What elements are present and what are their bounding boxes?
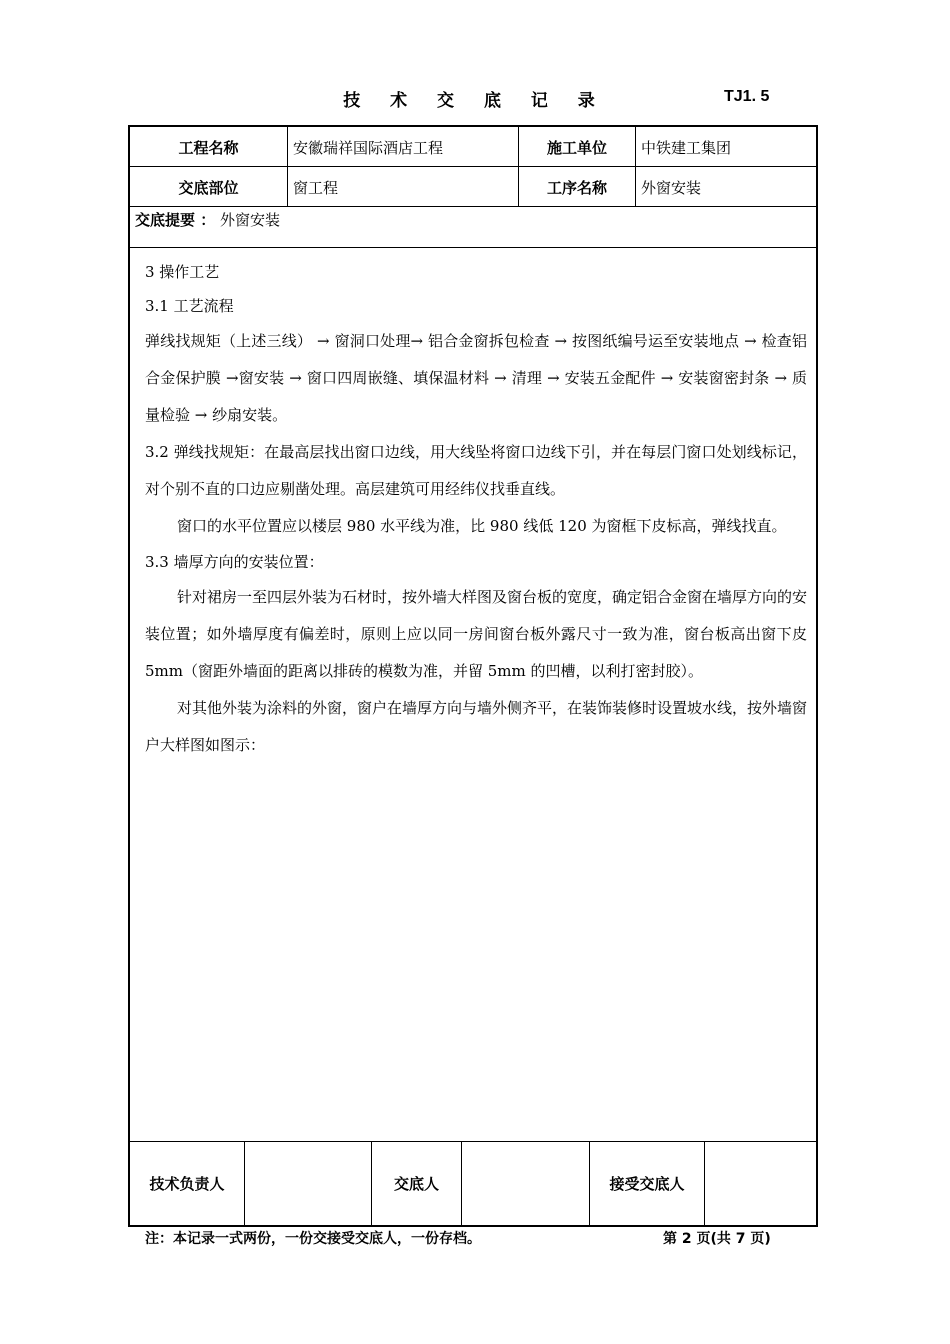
footer-note: 注：本记录一式两份，一份交接受交底人，一份存档。 xyxy=(145,1231,481,1247)
paragraph: 3.2 弹线找规矩：在最高层找出窗口边线，用大线坠将窗口边线下引，并在每层门窗口处划线标记，对个别不直的口边应剔凿处理。高层建筑可用经纬仪找垂直线。 xyxy=(145,443,807,498)
project-name-value: 安徽瑞祥国际酒店工程 xyxy=(293,138,444,157)
discloser-label: 交底人 xyxy=(393,1175,439,1193)
summary-label: 交底提要 ： xyxy=(135,211,216,229)
paragraph: 弹线找规矩（上述三线） → 窗洞口处理→ 铝合金窗拆包检查 → 按图纸编号运至安装地点 → 检查铝合金保护膜 →窗安装 → 窗口四周嵌缝、填保温材料 → 清理 → 安装五金配件 → 安装窗密封条 → 质量检验 → 纱扇安装。 xyxy=(145,332,807,424)
section-heading: 3 操作工艺 xyxy=(145,263,220,281)
document-code: TJ1. 5 xyxy=(724,88,770,105)
part-value: 窗工程 xyxy=(293,178,339,197)
paragraph: 针对裙房一至四层外装为石材时，按外墙大样图及窗台板的宽度，确定铝合金窗在墙厚方向的安装位置；如外墙厚度有偏差时，原则上应以同一房间窗台板外露尺寸一致为准，窗台板高出窗下皮 5mm（窗距外墙面的距离以排砖的模数为准，并留 5mm 的凹槽，以利打密封胶）。 xyxy=(145,588,808,680)
disclosure-content xyxy=(145,255,807,764)
summary-value: 外窗安装 xyxy=(220,211,281,229)
process-label: 工序名称 xyxy=(546,178,607,197)
paragraph: 窗口的水平位置应以楼层 980 水平线为准，比 980 线低 120 为窗框下皮标高，弹线找直。 xyxy=(177,517,787,535)
paragraph: 对其他外装为涂料的外窗，窗户在墙厚方向与墙外侧齐平，在装饰装修时设置坡水线，按外墙窗户大样图如图示： xyxy=(145,699,808,754)
receiver-signature-field[interactable] xyxy=(705,1142,816,1225)
subsection-heading: 3.1 工艺流程 xyxy=(145,297,234,315)
record-table xyxy=(128,125,818,1227)
receiver-label: 接受交底人 xyxy=(609,1175,685,1193)
contractor-label: 施工单位 xyxy=(546,138,607,157)
subsection-heading: 3.3 墙厚方向的安装位置： xyxy=(145,553,324,571)
tech-lead-label: 技术负责人 xyxy=(149,1175,225,1193)
project-name-label: 工程名称 xyxy=(178,138,239,157)
summary-row xyxy=(135,209,280,230)
page-number: 第 2 页(共 7 页) xyxy=(663,1231,771,1247)
contractor-value: 中铁建工集团 xyxy=(641,138,732,157)
tech-lead-signature-field[interactable] xyxy=(245,1142,371,1225)
part-label: 交底部位 xyxy=(178,178,239,197)
discloser-signature-field[interactable] xyxy=(462,1142,589,1225)
process-value: 外窗安装 xyxy=(641,178,702,197)
row-divider xyxy=(130,247,816,248)
document-title: 技 术 交 底 记 录 xyxy=(343,91,607,111)
